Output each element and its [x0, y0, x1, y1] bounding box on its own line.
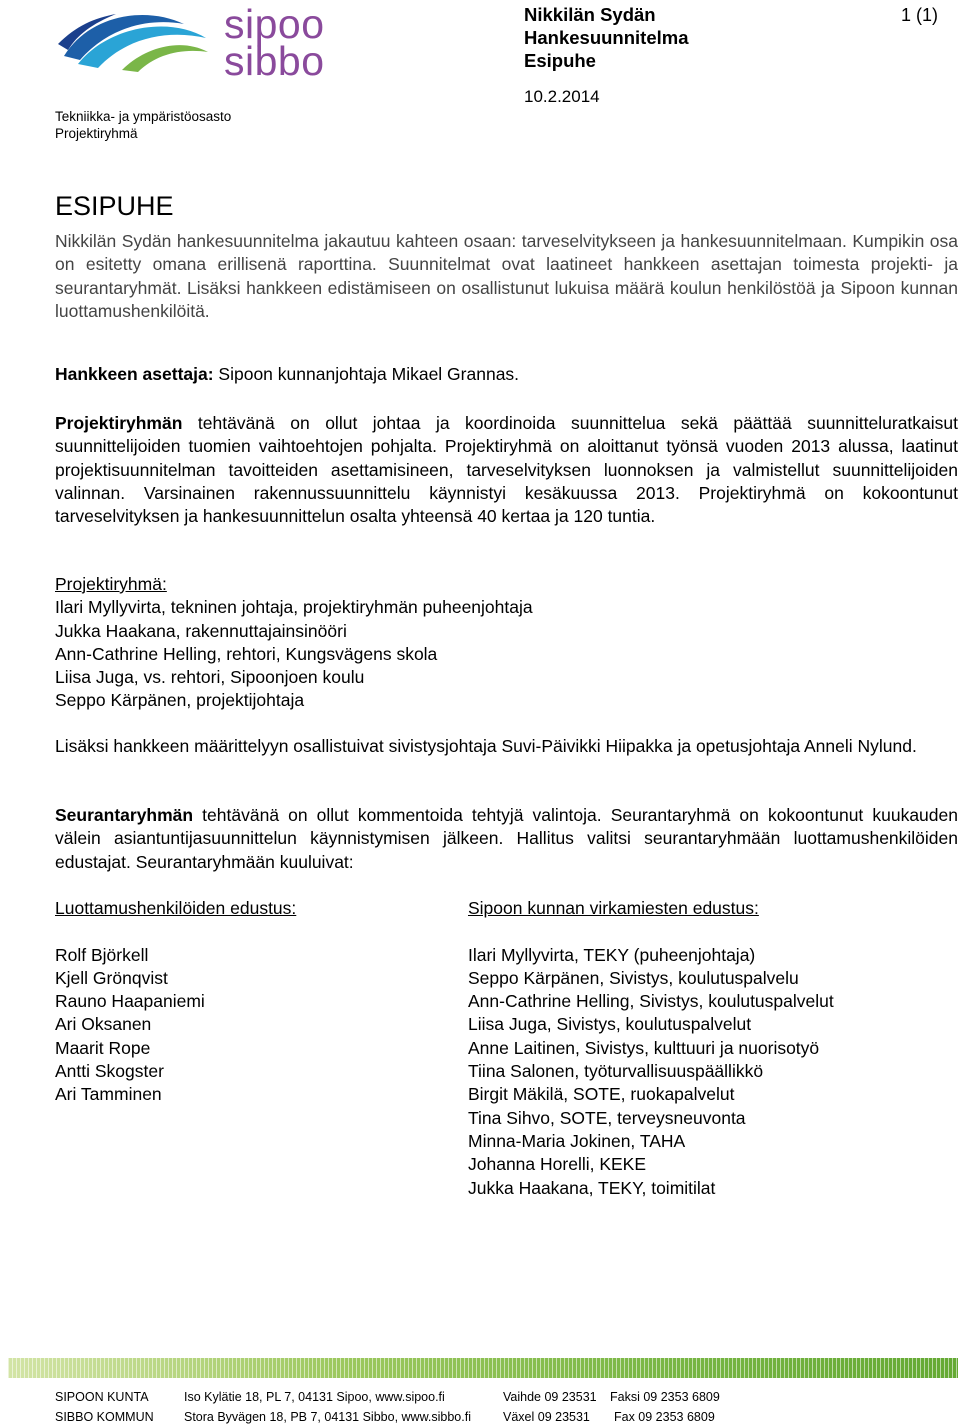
project-group-heading: Projektiryhmä: — [55, 574, 167, 594]
project-group-paragraph — [55, 412, 958, 528]
list-item: Jukka Haakana, rakennuttajainsinööri — [55, 620, 347, 641]
list-item: Ann-Cathrine Helling, rehtori, Kungsvägens skola — [55, 643, 438, 664]
list-item: Rolf Björkell — [55, 944, 149, 965]
footer-fi-address: Iso Kylätie 18, PL 7, 04131 Sipoo, www.sipoo.fi — [184, 1390, 445, 1404]
unit: Projektiryhmä — [55, 126, 138, 141]
list-item: Ilari Myllyvirta, TEKY (puheenjohtaja) — [468, 944, 756, 965]
footer-sv-phone: Växel 09 23531 — [503, 1410, 590, 1424]
steering-group-label: Seurantaryhmän — [55, 805, 194, 825]
wave-logo-icon — [58, 4, 218, 76]
list-item: Seppo Kärpänen, Sivistys, koulutuspalvelu — [468, 967, 799, 988]
steering-group-text: tehtävänä on ollut kommentoida tehtyjä valintoja. Seurantaryhmä on kokoontunut kuukauden välein asiantuntijasuunnittelun käynnistymisen jälkeen. Hallitus valitsi seurantaryhmään luottamushenkilöiden edustajat. Seurantaryhmään kuuluivat: — [55, 805, 958, 872]
list-item: Birgit Mäkilä, SOTE, ruokapalvelut — [468, 1084, 735, 1105]
list-item: Kjell Grönqvist — [55, 967, 168, 988]
footer-sv-name: SIBBO KOMMUN — [55, 1410, 154, 1424]
list-item: Tina Sihvo, SOTE, terveysneuvonta — [468, 1107, 746, 1128]
doc-title-2: Hankesuunnitelma — [524, 27, 689, 48]
official-heading: Sipoon kunnan virkamiesten edustus: — [468, 898, 759, 918]
project-group-text: tehtävänä on ollut johtaa ja koordinoida suunnittelua sekä päättää suunnitteluratkaisut suunnittelijoiden tuomien vaihtoehtojen pohjalta. Projektiryhmä on aloittanut työnsä vuoden 2013 alussa, laatinut projektisuunnitelman tavoitteiden asettamisineen, tarveselvityksen luonnoksen ja valmistellut suunnittelijoiden valinnan. Varsinainen rakennussuunnittelu käynnistyi kesäkuussa 2013. Projektiryhmä on kokoontunut tarveselvityksen ja hankesuunnittelun osalta yhteensä 40 kertaa ja 120 tuntia. — [55, 413, 958, 527]
list-item: Ari Tamminen — [55, 1084, 162, 1105]
list-item: Ilari Myllyvirta, tekninen johtaja, projektiryhmän puheenjohtaja — [55, 597, 533, 618]
trustee-heading: Luottamushenkilöiden edustus: — [55, 898, 297, 918]
project-group-list — [55, 573, 533, 713]
trustee-list — [55, 897, 296, 1107]
list-item: Ari Oksanen — [55, 1014, 152, 1035]
sipoo-logo — [58, 1, 328, 84]
official-list — [468, 897, 834, 1200]
list-item: Anne Laitinen, Sivistys, kulttuuri ja nuorisotyö — [468, 1037, 820, 1058]
list-item: Rauno Haapaniemi — [55, 991, 205, 1012]
doc-title-3: Esipuhe — [524, 50, 596, 71]
doc-date: 10.2.2014 — [524, 87, 600, 106]
list-item: Tiina Salonen, työturvallisuuspäällikkö — [468, 1061, 764, 1082]
page-title: ESIPUHE — [55, 191, 174, 221]
list-item: Ann-Cathrine Helling, Sivistys, koulutuspalvelut — [468, 991, 834, 1012]
list-item: Antti Skogster — [55, 1061, 164, 1082]
list-item: Seppo Kärpänen, projektijohtaja — [55, 690, 305, 711]
footer-fi-name: SIPOON KUNTA — [55, 1390, 149, 1404]
footer-sv-fax: Fax 09 2353 6809 — [614, 1410, 715, 1424]
extra-participants-paragraph: Lisäksi hankkeen määrittelyyn osallistuivat sivistysjohtaja Suvi-Päivikki Hiipakka ja opetusjohtaja Anneli Nylund. — [55, 736, 917, 756]
steering-group-paragraph — [55, 804, 958, 874]
list-item: Liisa Juga, vs. rehtori, Sipoonjoen koulu — [55, 667, 365, 688]
footer-fi-phone: Vaihde 09 23531 — [503, 1390, 597, 1404]
footer-stripe — [8, 1358, 958, 1378]
doc-title-1: Nikkilän Sydän — [524, 4, 656, 25]
logo-word-sipoo: sipoo — [224, 1, 325, 47]
setter-label: Hankkeen asettaja: — [55, 364, 214, 384]
list-item: Johanna Horelli, KEKE — [468, 1154, 647, 1175]
list-item: Maarit Rope — [55, 1037, 151, 1058]
page-number: 1 (1) — [900, 5, 938, 25]
setter-paragraph — [55, 363, 958, 386]
department: Tekniikka- ja ympäristöosasto — [55, 109, 232, 124]
footer-sv-address: Stora Byvägen 18, PB 7, 04131 Sibbo, www.sibbo.fi — [184, 1410, 471, 1424]
project-group-label: Projektiryhmän — [55, 413, 183, 433]
list-item: Jukka Haakana, TEKY, toimitilat — [468, 1177, 716, 1198]
logo-word-sibbo: sibbo — [224, 38, 325, 84]
list-item: Liisa Juga, Sivistys, koulutuspalvelut — [468, 1014, 752, 1035]
footer-fi-fax: Faksi 09 2353 6809 — [610, 1390, 720, 1404]
list-item: Minna-Maria Jokinen, TAHA — [468, 1130, 686, 1151]
intro-paragraph: Nikkilän Sydän hankesuunnitelma jakautuu kahteen osaan: tarveselvitykseen ja hankesuunnitelmaan. Kumpikin osa on esitetty omana erillisenä raporttina. Suunnitelmat ovat laatineet hankkeen asettajan toimesta projekti- ja seurantaryhmät. Lisäksi hankkeen edistämiseen on osallistunut lukuisa määrä koulun henkilöstöä ja Sipoon kunnan luottamushenkilöitä. — [55, 231, 958, 321]
setter-text: Sipoon kunnanjohtaja Mikael Grannas. — [213, 364, 520, 384]
